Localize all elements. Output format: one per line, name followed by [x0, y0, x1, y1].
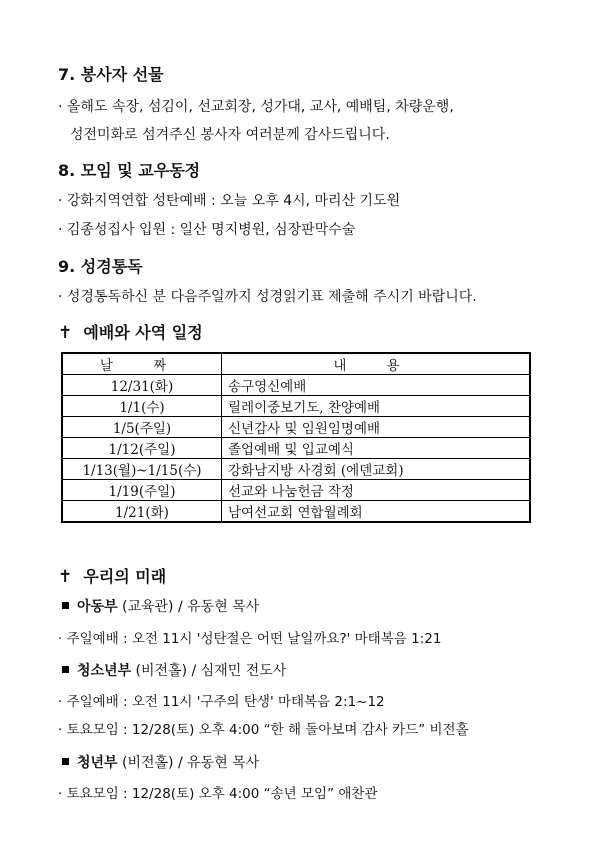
- schedule-date: 1/21(화): [62, 501, 222, 523]
- square-bullet-icon: [62, 758, 69, 765]
- table-row: [62, 375, 530, 396]
- schedule-date: 1/12(주일): [62, 438, 222, 459]
- future-title: 우리의 미래: [83, 567, 167, 586]
- section-7-line-2: 성전미화로 섬겨주신 봉사자 여러분께 감사드립니다.: [70, 127, 390, 143]
- schedule-content: 선교와 나눔헌금 작정: [222, 480, 531, 501]
- schedule-content: 신년감사 및 임원임명예배: [222, 417, 531, 438]
- dept-youth-line-2: · 토요모임 : 12/28(토) 오후 4:00 “한 해 돌아보며 감사 카드” 비전홀: [58, 722, 469, 738]
- table-header-row: [62, 353, 530, 375]
- header-content: 내 용: [222, 353, 531, 375]
- schedule-table: [61, 352, 531, 523]
- schedule-title: 예배와 사역 일정: [83, 323, 203, 342]
- dept-young-adult-line-1: · 토요모임 : 12/28(토) 오후 4:00 “송년 모임” 애찬관: [58, 786, 378, 802]
- schedule-content: 강화남지방 사경회 (에덴교회): [222, 459, 531, 480]
- dept-young-adult: [62, 752, 259, 772]
- table-row: [62, 459, 530, 480]
- section-9-title: 9. 성경통독: [58, 257, 143, 276]
- cross-icon: ✝: [58, 567, 73, 587]
- section-8-title: 8. 모임 및 교우동정: [58, 161, 201, 180]
- schedule-heading: [58, 320, 203, 343]
- future-heading: [58, 564, 166, 587]
- schedule-date: 1/19(주일): [62, 480, 222, 501]
- table-row: [62, 501, 530, 523]
- dept-young-adult-info: (비전홀) / 유동현 목사: [117, 755, 260, 771]
- schedule-content: 릴레이중보기도, 찬양예배: [222, 396, 531, 417]
- section-7-line-1: · 올해도 속장, 섬김이, 선교회장, 성가대, 교사, 예배팀, 차량운행,: [58, 99, 454, 115]
- dept-children-line-1: · 주일예배 : 오전 11시 '성탄절은 어떤 날일까요?' 마태복음 1:21: [58, 631, 442, 647]
- schedule-content: 남여선교회 연합월례회: [222, 501, 531, 523]
- schedule-date: 12/31(화): [62, 375, 222, 396]
- table-row: [62, 396, 530, 417]
- section-7-title: 7. 봉사자 선물: [58, 65, 164, 84]
- dept-children-name: 아동부: [77, 599, 118, 615]
- dept-youth-name: 청소년부: [77, 663, 132, 679]
- dept-children: [62, 596, 259, 616]
- dept-young-adult-name: 청년부: [77, 755, 118, 771]
- schedule-date: 1/5(주일): [62, 417, 222, 438]
- table-row: [62, 438, 530, 459]
- cross-icon: ✝: [58, 323, 73, 343]
- dept-youth-info: (비전홀) / 심재민 전도사: [131, 663, 287, 679]
- dept-children-info: (교육관) / 유동현 목사: [117, 599, 260, 615]
- header-date: 날 짜: [62, 353, 222, 375]
- schedule-content: 송구영신예배: [222, 375, 531, 396]
- section-9-line-1: · 성경통독하신 분 다음주일까지 성경읽기표 제출해 주시기 바랍니다.: [58, 289, 477, 305]
- dept-youth-line-1: · 주일예배 : 오전 11시 '구주의 탄생' 마태복음 2:1~12: [58, 694, 385, 710]
- dept-youth: [62, 660, 286, 680]
- table-row: [62, 480, 530, 501]
- square-bullet-icon: [62, 602, 69, 609]
- schedule-content: 졸업예배 및 입교예식: [222, 438, 531, 459]
- section-8-line-1: · 강화지역연합 성탄예배 : 오늘 오후 4시, 마리산 기도원: [58, 193, 401, 209]
- table-row: [62, 417, 530, 438]
- section-8-line-2: · 김종성집사 입원 : 일산 명지병원, 심장판막수술: [58, 222, 356, 238]
- schedule-date: 1/1(수): [62, 396, 222, 417]
- square-bullet-icon: [62, 666, 69, 673]
- schedule-date: 1/13(월)~1/15(수): [62, 459, 222, 480]
